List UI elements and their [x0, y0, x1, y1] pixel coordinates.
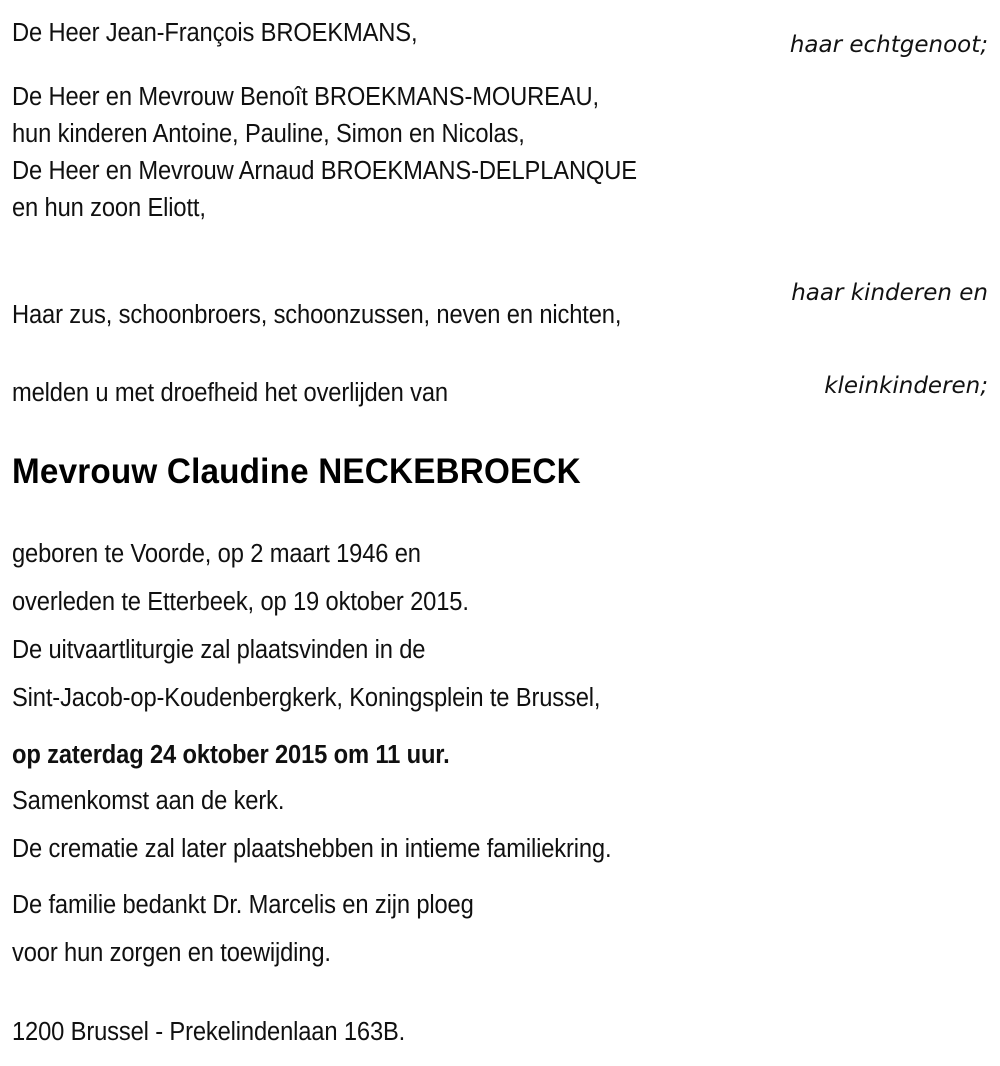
spouse-relationship-caption: haar echtgenoot;: [789, 32, 988, 58]
children-relationship-caption-line-2: kleinkinderen;: [824, 373, 988, 399]
funeral-service-line-2: Sint-Jacob-op-Koudenbergkerk, Koningsplein te Brussel,: [12, 684, 601, 712]
children-announcer-line-4: en hun zoon Eliott,: [12, 194, 206, 222]
funeral-datetime-line: op zaterdag 24 oktober 2015 om 11 uur.: [12, 741, 450, 769]
family-address-line: 1200 Brussel - Prekelindenlaan 163B.: [12, 1018, 406, 1046]
children-relationship-caption: [791, 216, 988, 464]
funeral-service-line-1: De uitvaartliturgie zal plaatsvinden in de: [12, 636, 426, 664]
deceased-name-heading: Mevrouw Claudine NECKEBROECK: [12, 452, 581, 491]
children-announcer-line-1: De Heer en Mevrouw Benoît BROEKMANS-MOUREAU,: [12, 83, 599, 111]
thanks-line-2: voor hun zorgen en toewijding.: [12, 939, 331, 967]
children-relationship-caption-line-1: haar kinderen en: [791, 280, 988, 306]
gathering-line: Samenkomst aan de kerk.: [12, 787, 285, 815]
children-announcer-line-2: hun kinderen Antoine, Pauline, Simon en Nicolas,: [12, 120, 525, 148]
birth-details-line: geboren te Voorde, op 2 maart 1946 en: [12, 540, 421, 568]
death-details-line: overleden te Etterbeek, op 19 oktober 2015.: [12, 588, 469, 616]
announcement-intro-line: melden u met droefheid het overlijden van: [12, 379, 448, 407]
cremation-line: De crematie zal later plaatshebben in intieme familiekring.: [12, 835, 612, 863]
thanks-line-1: De familie bedankt Dr. Marcelis en zijn ploeg: [12, 891, 474, 919]
children-announcer-line-3: De Heer en Mevrouw Arnaud BROEKMANS-DELPLANQUE: [12, 157, 637, 185]
spouse-announcer-line: De Heer Jean-François BROEKMANS,: [12, 19, 418, 47]
extended-family-line: Haar zus, schoonbroers, schoonzussen, neven en nichten,: [12, 301, 622, 329]
